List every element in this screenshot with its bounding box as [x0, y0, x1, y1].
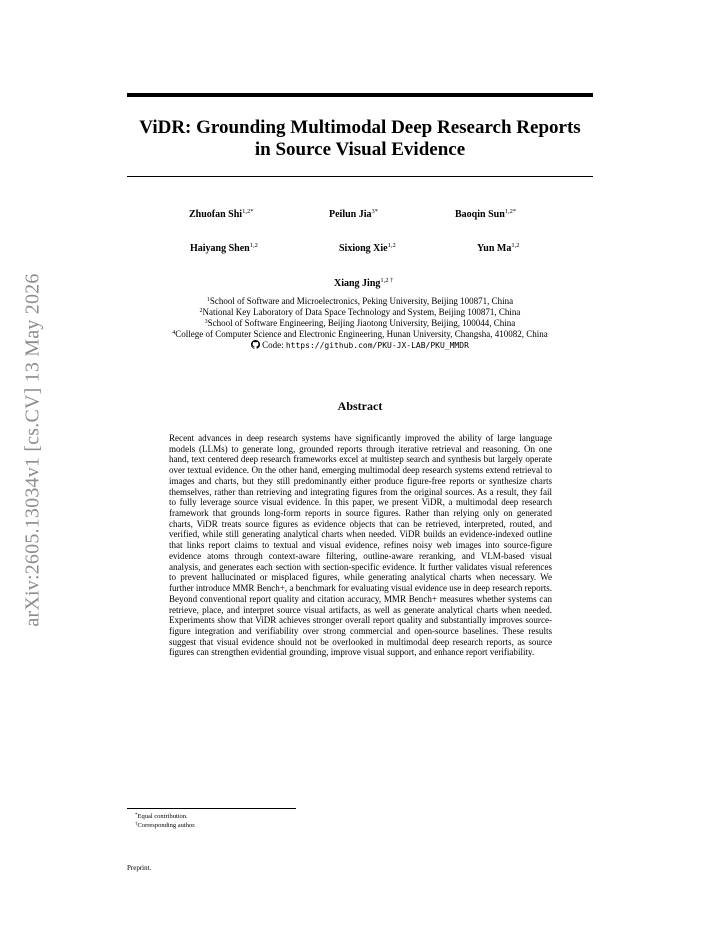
arxiv-id-text: arXiv:2605.13034v1 [cs.CV] 13 May 2026: [21, 273, 44, 627]
author-baoqin-sun: Baoqin Sun$^{1,2*}$: [455, 208, 517, 220]
title-line-1: ViDR: Grounding Multimodal Deep Research Reports: [139, 117, 581, 138]
abstract-heading: Abstract: [337, 399, 383, 413]
code-url-link[interactable]: https://github.com/PKU-JX-LAB/PKU_MMDR: [285, 341, 469, 350]
abstract-body: Recent advances in deep research systems have significantly improved the ability of large language models (LLMs) to generate long, grounded reports through iterative retrieval and reasoning. On one hand, text centered deep research frameworks excel at multistep search and synthesis but largely operate over textual evidence. On the other hand, emerging multimodal deep research systems extend retrieval to images and charts, but they still predominantly either produce figure-free reports or synthesize charts themselves, rather than retrieving and integrating figures from the original sources. As a result, they fail to fully leverage source visual evidence. In this paper, we present ViDR, a multimodal deep research framework that grounds long-form reports in source figures. Rather than relying only on generated charts, ViDR treats source figures as evidence objects that can be retrieved, interpreted, routed, and verified, while still generating analytical charts when needed. ViDR builds an evidence-indexed outline that links report claims to textual and visual evidence, refines noisy web images into source-figure evidence atoms through context-aware filtering, outline-aware reranking, and VLM-based visual analysis, and generates each section with section-specific evidence. It further validates visual references to prevent hallucinated or misplaced figures, while generating analytical charts when necessary. We further introduce MMR Bench+, a benchmark for evaluating visual evidence use in deep research reports. Beyond conventional report quality and citation accuracy, MMR Bench+ measures whether systems can retrieve, place, and interpret source visual artifacts, as well as generate analytical charts when needed. Experiments show that ViDR achieves stronger overall report quality and substantially improves source-figure integration and verifiability over strong commercial and open-source baselines. These results suggest that visual evidence should not be overlooked in multimodal deep research reports, as source figures can strengthen evidential grounding, improve visual support, and enhance report verifiability.: [169, 433, 552, 658]
author-sixiong-xie: Sixiong Xie$^{1,2}$: [339, 242, 396, 254]
affiliation-2: $^2$National Key Laboratory of Data Space Technology and System, Beijing 100871, China: [199, 307, 521, 317]
affiliations: [80, 296, 640, 351]
footnote-corresponding-author: †Corresponding author.: [135, 821, 196, 829]
title-bottom-rule: [127, 176, 593, 177]
affiliation-1: $^1$School of Software and Microelectronics, Peking University, Beijing 100871, China: [206, 296, 514, 306]
github-icon: [251, 340, 260, 349]
code-label: Code:: [262, 340, 284, 350]
footnote-equal-contribution: *Equal contribution.: [135, 813, 188, 820]
preprint-label: Preprint.: [127, 864, 152, 872]
author-zhuofan-shi: Zhuofan Shi$^{1,2*}$: [189, 208, 254, 220]
author-haiyang-shen: Haiyang Shen$^{1,2}$: [190, 242, 258, 254]
footnote-rule: [127, 808, 296, 809]
title-top-rule: [127, 93, 593, 97]
affiliation-3: $^3$School of Software Engineering, Beijing Jiaotong University, Beijing, 100044, China: [204, 318, 516, 328]
paper-title: [110, 117, 610, 161]
code-link-line: [80, 340, 640, 351]
affiliation-4: $^4$College of Computer Science and Electronic Engineering, Hunan University, Changsha, 410082, China: [172, 329, 548, 339]
author-peilun-jia: Peilun Jia$^{3*}$: [329, 208, 379, 220]
footnotes: [135, 813, 196, 830]
author-yun-ma: Yun Ma$^{1,2}$: [477, 242, 520, 254]
title-line-2: in Source Visual Evidence: [254, 139, 466, 160]
author-xiang-jing: Xiang Jing$^{1,2 \dagger}$: [334, 277, 394, 289]
